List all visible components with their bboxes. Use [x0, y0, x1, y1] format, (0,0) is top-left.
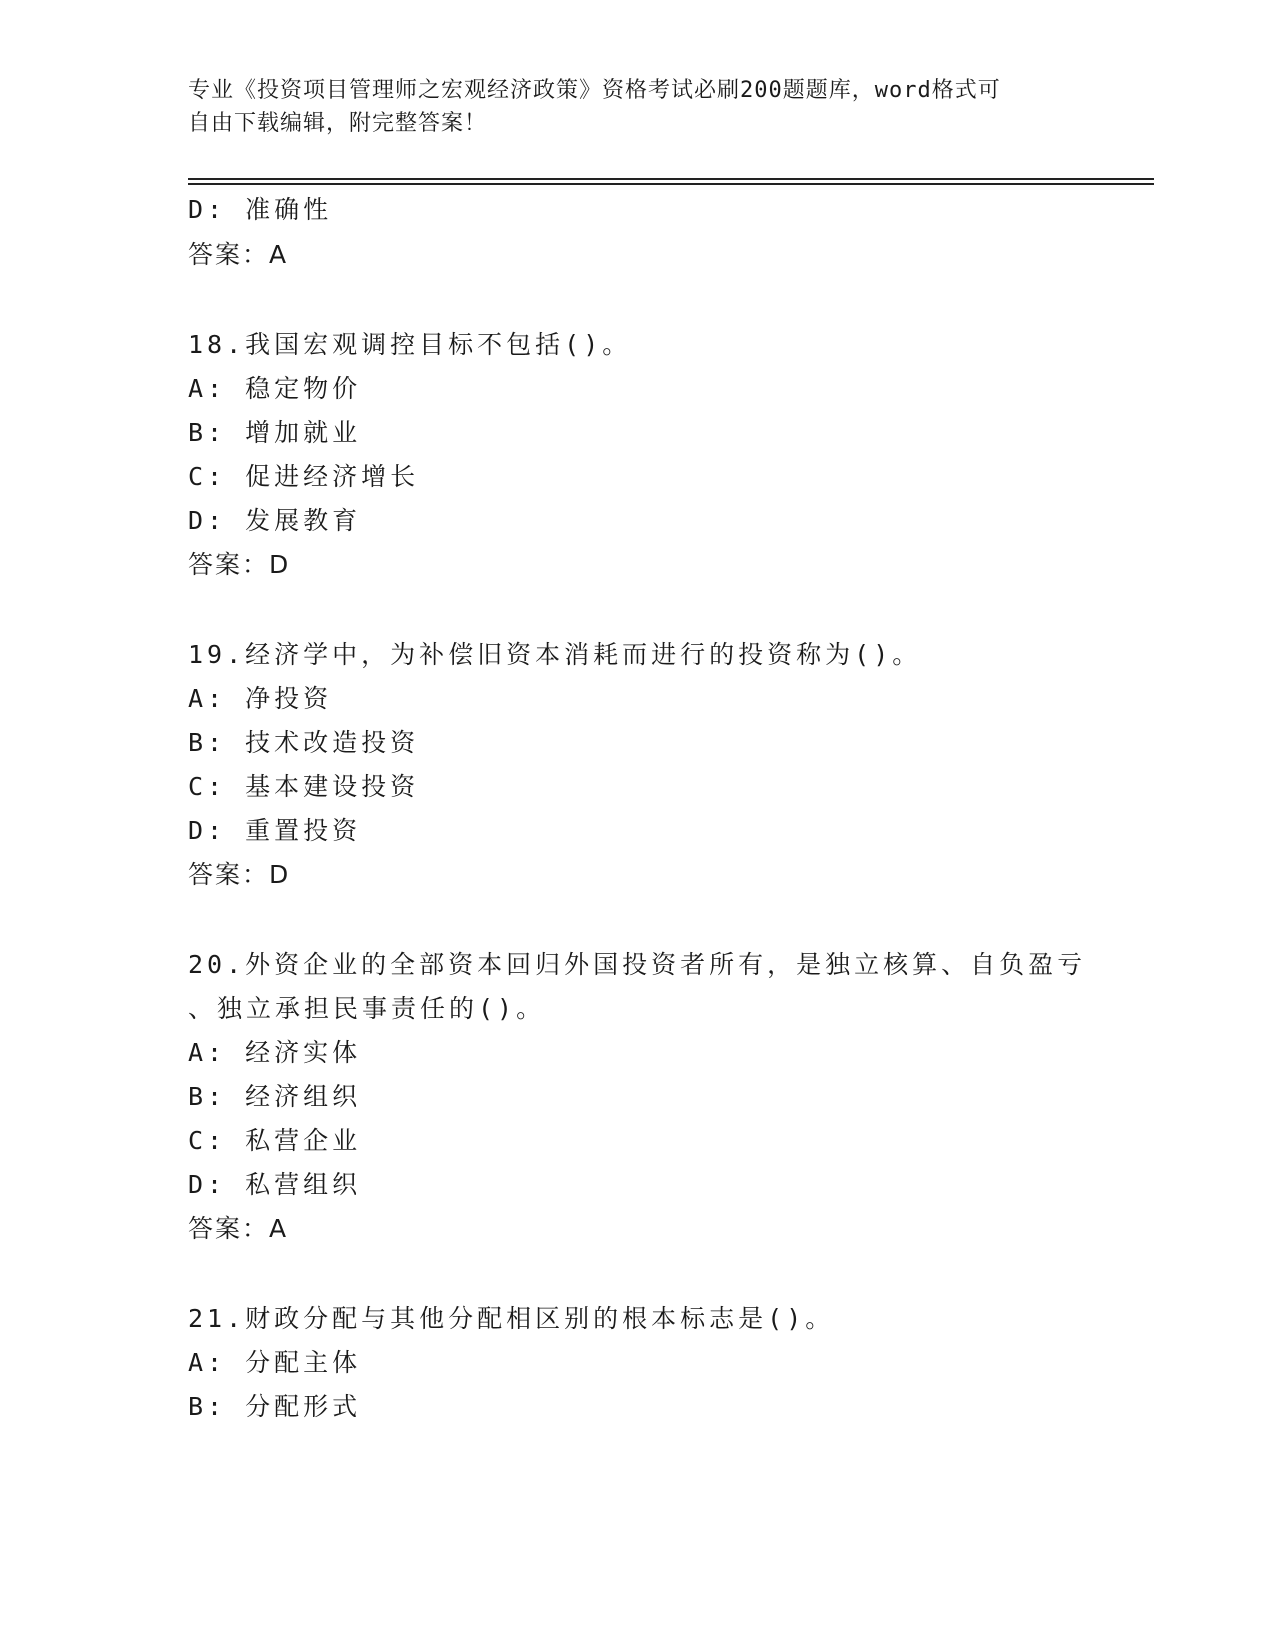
q18-answer: 答案：D	[188, 550, 291, 579]
q20-question-line-2: 、独立承担民事责任的()。	[188, 994, 546, 1023]
q20-question-line-1: 20.外资企业的全部资本回归外国投资者所有，是独立核算、自负盈亏	[188, 950, 1087, 979]
q20-answer: 答案：A	[188, 1214, 289, 1243]
prev-answer: 答案：A	[188, 240, 289, 269]
q19-option-b: B: 技术改造投资	[188, 728, 420, 757]
q18-option-d: D: 发展教育	[188, 506, 362, 535]
q21-question: 21.财政分配与其他分配相区别的根本标志是()。	[188, 1304, 835, 1333]
header-line-2: 自由下载编辑，附完整答案！	[188, 111, 488, 136]
q18-option-a: A: 稳定物价	[188, 374, 362, 403]
q18-question: 18.我国宏观调控目标不包括()。	[188, 330, 632, 359]
document-header	[188, 74, 1088, 140]
q20-option-d: D: 私营组织	[188, 1170, 362, 1199]
q19-question: 19.经济学中，为补偿旧资本消耗而进行的投资称为()。	[188, 640, 922, 669]
q18-option-b: B: 增加就业	[188, 418, 362, 447]
q18-option-c: C: 促进经济增长	[188, 462, 420, 491]
q21-option-a: A: 分配主体	[188, 1348, 362, 1377]
header-divider-bottom	[188, 183, 1154, 185]
q19-answer: 答案：D	[188, 860, 291, 889]
q19-option-d: D: 重置投资	[188, 816, 362, 845]
q20-option-c: C: 私营企业	[188, 1126, 362, 1155]
q20-option-b: B: 经济组织	[188, 1082, 362, 1111]
q19-option-c: C: 基本建设投资	[188, 772, 420, 801]
header-line-1: 专业《投资项目管理师之宏观经济政策》资格考试必刷200题题库，word格式可	[188, 78, 1001, 103]
header-divider-top	[188, 178, 1154, 180]
q21-option-b: B: 分配形式	[188, 1392, 362, 1421]
q20-option-a: A: 经济实体	[188, 1038, 362, 1067]
prev-option-d: D: 准确性	[188, 195, 333, 224]
q19-option-a: A: 净投资	[188, 684, 333, 713]
